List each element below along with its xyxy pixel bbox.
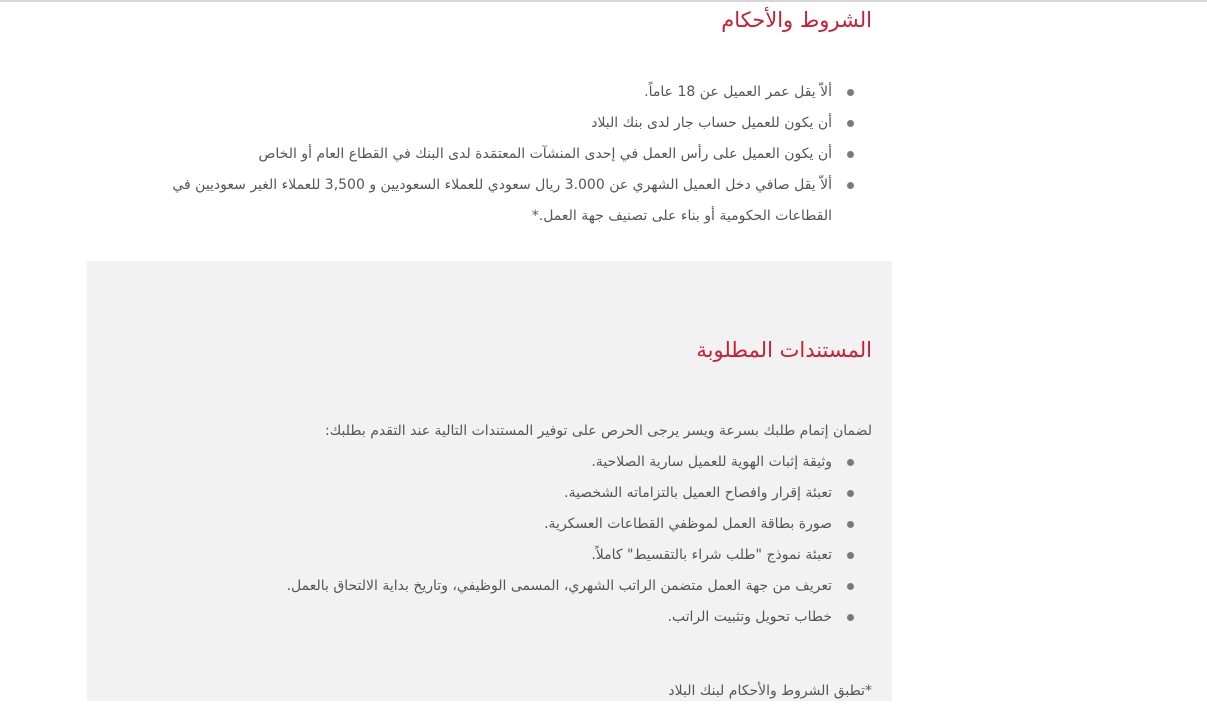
terms-heading: الشروط والأحكام <box>721 8 872 32</box>
terms-footnote: *تطبق الشروط والأحكام لبنك البلاد <box>668 683 872 699</box>
list-item-text: تعريف من جهة العمل متضمن الراتب الشهري، المسمى الوظيفي، وتاريخ بداية الالتحاق بالعمل. <box>286 578 832 594</box>
bullet-icon <box>847 521 854 528</box>
list-item-text: خطاب تحويل وتثبيت الراتب. <box>667 609 832 625</box>
list-item-text: ألاّ يقل عمر العميل عن 18 عاماً. <box>644 84 832 100</box>
list-item <box>107 571 872 602</box>
list-item <box>107 602 872 633</box>
bullet-icon <box>847 151 854 158</box>
list-item-text: أن يكون العميل على رأس العمل في إحدى المنشآت المعتمَدة لدى البنك في القطاع العام أو الخاص <box>258 146 832 162</box>
list-item <box>107 509 872 540</box>
documents-heading: المستندات المطلوبة <box>696 338 872 362</box>
terms-list <box>160 77 872 232</box>
list-item <box>160 108 872 139</box>
list-item <box>107 478 872 509</box>
list-item-text: ألاّ يقل صافي دخل العميل الشهري عن 3.000 ريال سعودي للعملاء السعوديين و 3,500 للعملاء الغير سعوديين في القطاعات الحكومية أو بناء على تصنيف جهة العمل.* <box>172 177 832 224</box>
documents-intro: لضمان إتمام طلبك بسرعة ويسر يرجى الحرص على توفير المستندات التالية عند التقدم بطلبك: <box>325 423 872 439</box>
bullet-icon <box>847 614 854 621</box>
bullet-icon <box>847 182 854 189</box>
bullet-icon <box>847 120 854 127</box>
bullet-icon <box>847 552 854 559</box>
list-item <box>160 170 872 232</box>
list-item-text: وثيقة إثبات الهوية للعميل سارية الصلاحية. <box>591 454 832 470</box>
documents-section <box>107 330 872 707</box>
list-item <box>107 447 872 478</box>
bullet-icon <box>847 490 854 497</box>
list-item-text: تعبئة نموذج "طلب شراء بالتقسيط" كاملاً. <box>591 547 832 563</box>
list-item-text: صورة بطاقة العمل لموظفي القطاعات العسكرية. <box>544 516 832 532</box>
list-item-text: أن يكون للعميل حساب جار لدى بنك البلاد <box>591 115 832 131</box>
bullet-icon <box>847 89 854 96</box>
bullet-icon <box>847 583 854 590</box>
list-item <box>160 139 872 170</box>
bullet-icon <box>847 459 854 466</box>
list-item <box>160 77 872 108</box>
terms-section <box>160 0 872 232</box>
documents-list <box>107 447 872 633</box>
list-item <box>107 540 872 571</box>
list-item-text: تعبئة إقرار وافصاح العميل بالتزاماته الشخصية. <box>564 485 832 501</box>
